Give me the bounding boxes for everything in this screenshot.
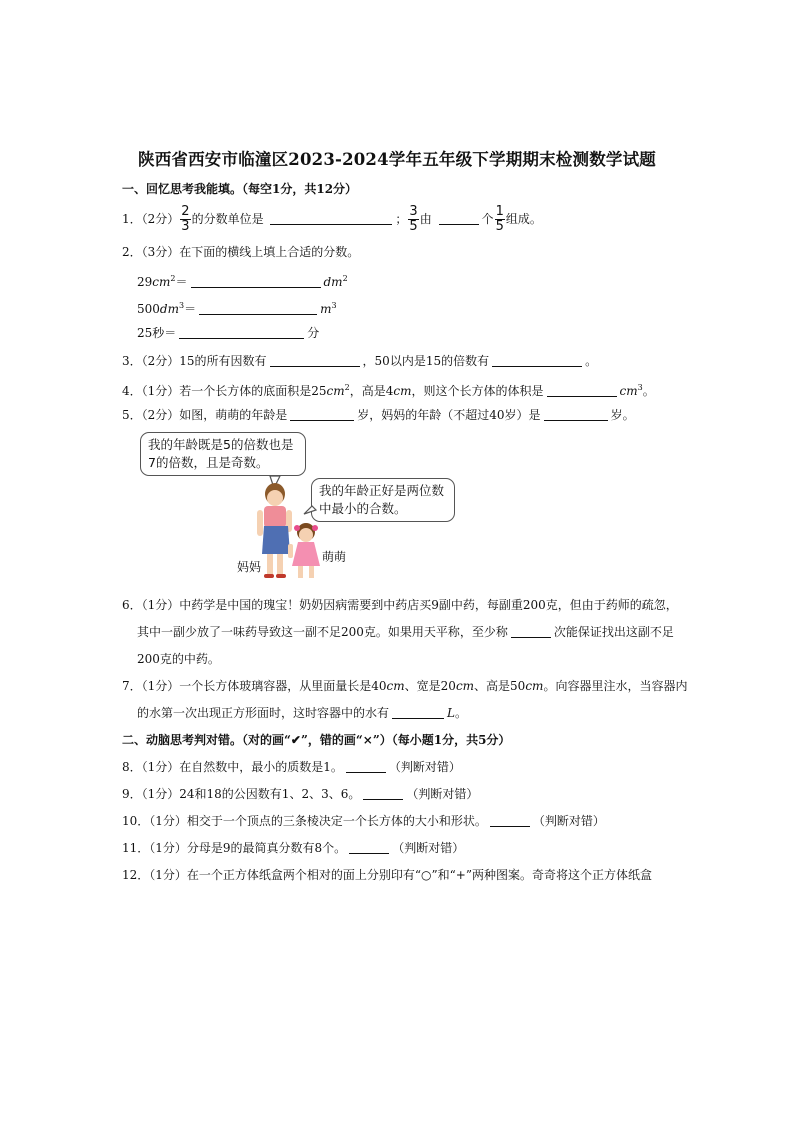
label-mom: 妈妈 [237,560,262,574]
question-6-line-1: 6．（1分）中药学是中国的瑰宝！奶奶因病需要到中药店买9副中药，每副重200克，但由于药师的疏忽， [122,598,678,612]
section-2-heading: 二、动脑思考判对错。（对的画“✔”，错的画“×”）（每小题1分，共5分） [122,733,511,747]
answer-blank[interactable] [191,275,321,288]
question-6-line-3: 200克的中药。 [137,652,220,666]
answer-blank[interactable] [544,408,608,421]
question-7-line-2: 的水第一次出现正方形面时，这时容器中的水有 L。 [137,706,467,720]
answer-blank[interactable] [547,384,617,397]
question-6-line-2: 其中一副少放了一味药导致这一副不足200克。如果用天平称，至少称 次能保证找出这副不足 [137,625,674,639]
question-10: 10．（1分）相交于一个顶点的三条棱决定一个长方体的大小和形状。 （判断对错） [122,814,605,828]
question-7-line-1: 7．（1分）一个长方体玻璃容器，从里面量长是40cm、宽是20cm、高是50cm。向容器里注水，当容器内 [122,679,688,693]
fraction-3-5: $\frac{3}{5}$ [409,204,418,234]
question-2-stem: 2．（3分）在下面的横线上填上合适的分数。 [122,245,360,259]
question-5: 5．（2分）如图，萌萌的年龄是 岁，妈妈的年龄（不超过40岁）是 岁。 [122,408,635,422]
answer-blank[interactable] [346,760,386,773]
question-8: 8．（1分）在自然数中，最小的质数是1。 （判断对错） [122,760,461,774]
answer-blank[interactable] [439,212,479,225]
answer-blank[interactable] [179,326,304,339]
question-4: 4．（1分）若一个长方体的底面积是$25cm^2$，高是4cm，则这个长方体的体积是 $cm^3$。 [122,383,655,398]
question-2-line-3: 25秒＝ 分 [137,326,320,340]
question-2-line-1: $29cm^2= dm^2$ [137,274,348,289]
answer-blank[interactable] [392,706,444,719]
question-9: 9．（1分）24和18的公因数有1、2、3、6。 （判断对错） [122,787,479,801]
fraction-1-5: $\frac{1}{5}$ [495,204,504,234]
question-2-line-2: $500dm^3= m^3$ [137,301,337,316]
answer-blank[interactable] [511,625,551,638]
question-3: 3．（2分）15的所有因数有 ，50以内是15的倍数有 。 [122,354,598,368]
answer-blank[interactable] [199,302,317,315]
answer-blank[interactable] [270,212,392,225]
speech-bubble-mom: 我的年龄既是5的倍数也是 7的倍数，且是奇数。 [140,432,306,476]
label-girl: 萌萌 [322,550,347,564]
question-11: 11．（1分）分母是9的最简真分数有8个。 （判断对错） [122,841,465,855]
fraction-2-3: $\frac{2}{3}$ [181,204,190,234]
answer-blank[interactable] [492,354,582,367]
question-12: 12．（1分）在一个正方体纸盒两个相对的面上分别印有“○”和“+”两种图案。奇奇将这个正方体纸盒 [122,868,652,882]
answer-blank[interactable] [290,408,354,421]
answer-blank[interactable] [270,354,360,367]
speech-bubble-girl: 我的年龄正好是两位数 中最小的合数。 [311,478,455,522]
answer-blank[interactable] [363,787,403,800]
answer-blank[interactable] [349,841,389,854]
page-title: 陕西省西安市临潼区2023-2024学年五年级下学期期末检测数学试题 [138,150,656,169]
answer-blank[interactable] [490,814,530,827]
question-1: 1．（2分） $\frac{2}{3}$ 的分数单位是 ； $\frac{3}{5}$ 由 个 $\frac{1}{5}$ 组成。 [122,204,542,234]
section-1-heading: 一、回忆思考我能填。（每空1分，共12分） [122,182,358,196]
